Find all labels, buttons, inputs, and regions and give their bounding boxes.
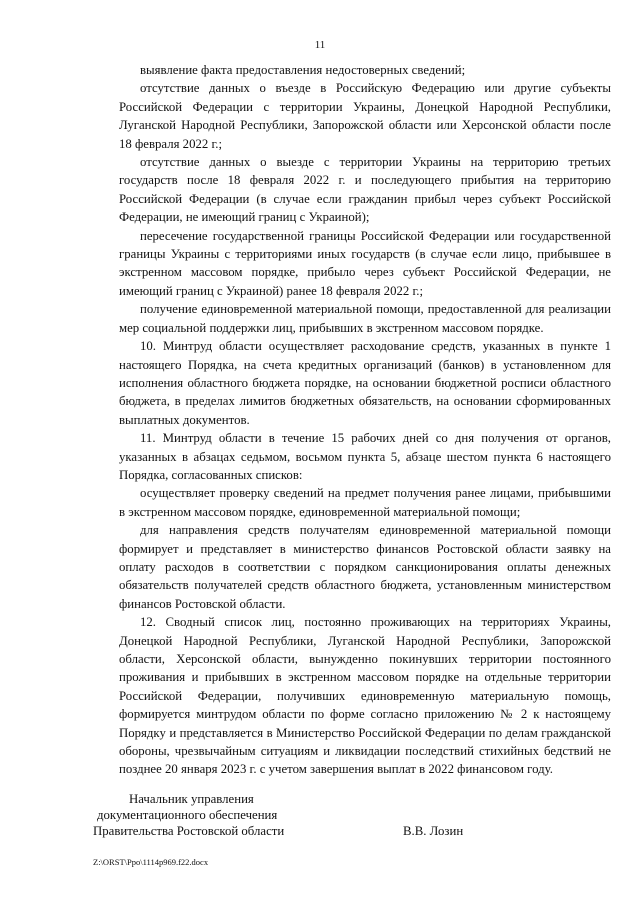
page-number: 11	[314, 39, 326, 51]
paragraph-2: отсутствие данных о въезде в Российскую Федерацию или другие субъекты Российской Федерации с территории Украины, Донецкой Народной Республики, Луганской Народной Республики, Запорожской области или Херсонской области после 18 февраля 2022 г.;	[119, 81, 611, 151]
document-body	[119, 61, 611, 779]
paragraph-11-request: для направления средств получателям единовременной материальной помощи формирует и представляет в министерство финансов Ростовской области заявку на оплату расходов в соответствии с порядком санкционирования оплаты денежных обязательств получателей средств областного бюджета, установленным министерством финансов Ростовской области.	[119, 523, 611, 611]
paragraph-3: отсутствие данных о выезде с территории Украины на территорию третьих государств после 18 февраля 2022 г. и последующего прибытия на территорию Российской Федерации (в случае если гражданин прибыл через субъект Российской Федерации, не имеющий границ с Украиной);	[119, 155, 611, 225]
signatory-title-line-1: Начальник управления	[129, 792, 254, 806]
paragraph-11-check: осуществляет проверку сведений на предмет получения ранее лицами, прибывшими в экстренном массовом порядке, единовременной материальной помощи;	[119, 486, 611, 519]
signatory-title-line-2: документационного обеспечения	[97, 808, 278, 822]
paragraph-10: 10. Минтруд области осуществляет расходование средств, указанных в пункте 1 настоящего Порядка, на счета кредитных организаций (банков) в установленном для исполнения областного бюджета порядке, на основании бюджетной росписи областного бюджета, в пределах лимитов бюджетных обязательств, на основании сформированных выплатных документов.	[119, 339, 611, 427]
paragraph-4: пересечение государственной границы Российской Федерации или государственной границы Украины с территориями иных государств (в случае если лицо, прибывшее в экстренном массовом порядке, прибыло через субъект Российской Федерации, не имеющий границ с Украиной) ранее 18 февраля 2022 г.;	[119, 228, 611, 298]
paragraph-12: 12. Сводный список лиц, постоянно проживающих на территориях Украины, Донецкой Народной Республики, Луганской Народной Республики, Запорожской области, Херсонской области, вынужденно покинувших территории постоянного проживания и прибывших в экстренном массовом порядке на отдельные территории Российской Федерации, получивших единовременную материальную помощь, формируется минтрудом области по форме согласно приложению № 2 к настоящему Порядку и представляется в Министерство Российской Федерации по делам гражданской обороны, чрезвычайным ситуациям и ликвидации последствий стихийных бедствий не позднее 20 января 2023 г. с учетом завершения выплат в 2022 финансовом году.	[119, 615, 611, 777]
paragraph-5: получение единовременной материальной помощи, предоставленной для реализации мер социальной поддержки лиц, прибывших в экстренном массовом порядке.	[119, 302, 611, 335]
signature-block	[93, 791, 513, 839]
signatory-title-line-3: Правительства Ростовской области	[93, 824, 285, 838]
paragraph-11: 11. Минтруд области в течение 15 рабочих дней со дня получения от органов, указанных в абзацах седьмом, восьмом пункта 5, абзаце шестом пункта 6 настоящего Порядка, согласованных списков:	[119, 431, 611, 482]
paragraph-1: выявление факта предоставления недостоверных сведений;	[140, 63, 466, 77]
file-path: Z:\ORST\Ppo\1114p969.f22.docx	[93, 857, 209, 867]
signatory-name: В.В. Лозин	[403, 824, 464, 838]
